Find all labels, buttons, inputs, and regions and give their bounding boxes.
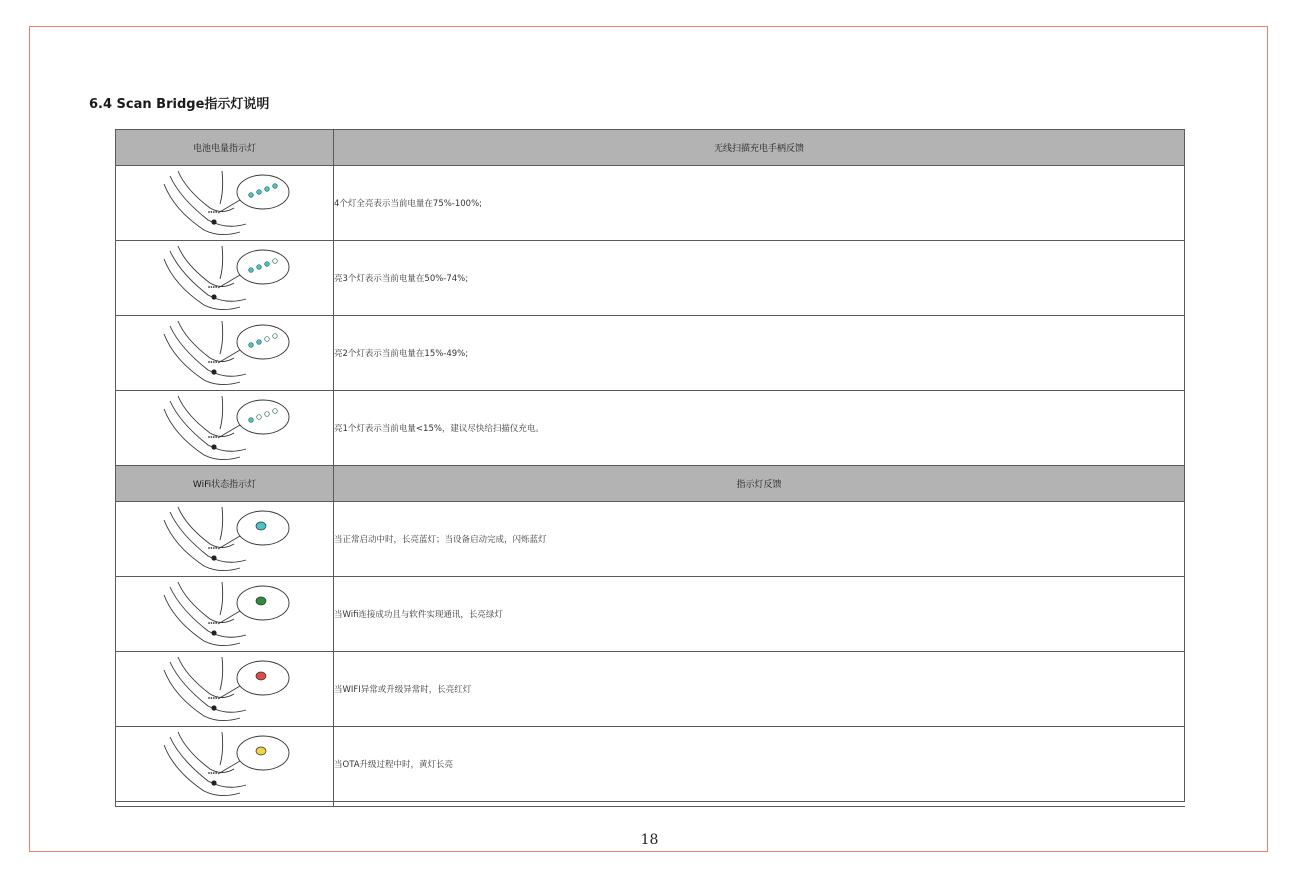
battery-1-led-illustration — [160, 393, 290, 463]
wifi-led — [256, 672, 266, 680]
battery-led-lit — [264, 262, 269, 267]
wifi-row-text: 当正常启动中时，长亮蓝灯；当设备启动完成，闪烁蓝灯 — [334, 502, 1185, 577]
wifi-green-led-illustration — [160, 579, 290, 649]
battery-4-led-illustration — [160, 168, 290, 238]
battery-header-left: 电池电量指示灯 — [116, 130, 334, 166]
battery-led-off — [272, 334, 277, 339]
page-number: 18 — [640, 832, 659, 848]
battery-row-text: 亮1个灯表示当前电量<15%，建议尽快给扫描仪充电。 — [334, 391, 1185, 466]
battery-3-led-illustration — [160, 243, 290, 313]
wifi-led — [256, 597, 266, 605]
battery-led-lit — [256, 190, 261, 195]
wifi-row-text: 当OTA升级过程中时，黄灯长亮 — [334, 727, 1185, 802]
indicator-table — [115, 129, 1185, 807]
wifi-red-led-illustration — [160, 654, 290, 724]
wifi-yellow-led-illustration — [160, 729, 290, 799]
battery-row — [116, 241, 1185, 316]
battery-led-lit — [248, 193, 253, 198]
battery-led-lit — [272, 184, 277, 189]
battery-led-off — [272, 409, 277, 414]
battery-led-off — [264, 337, 269, 342]
battery-led-lit — [256, 265, 261, 270]
battery-row — [116, 166, 1185, 241]
battery-header-row — [116, 130, 1185, 166]
section-title: 6.4 Scan Bridge指示灯说明 — [89, 97, 270, 112]
battery-row — [116, 391, 1185, 466]
battery-led-lit — [248, 418, 253, 423]
battery-led-lit — [264, 187, 269, 192]
battery-led-lit — [248, 343, 253, 348]
wifi-led — [256, 522, 266, 530]
table-stub-row — [116, 802, 1185, 807]
battery-row — [116, 316, 1185, 391]
battery-header-right: 无线扫描充电手柄反馈 — [334, 130, 1185, 166]
wifi-header-left: WiFi状态指示灯 — [116, 466, 334, 502]
wifi-blue-led-illustration — [160, 504, 290, 574]
battery-row-text: 亮3个灯表示当前电量在50%-74%; — [334, 241, 1185, 316]
battery-led-lit — [256, 340, 261, 345]
wifi-row — [116, 502, 1185, 577]
wifi-row-text: 当WIFI异常或升级异常时，长亮红灯 — [334, 652, 1185, 727]
battery-led-lit — [248, 268, 253, 273]
battery-led-off — [272, 259, 277, 264]
wifi-row-text: 当Wifi连接成功且与软件实现通讯，长亮绿灯 — [334, 577, 1185, 652]
wifi-header-row — [116, 466, 1185, 502]
battery-2-led-illustration — [160, 318, 290, 388]
wifi-row — [116, 577, 1185, 652]
wifi-led — [256, 747, 266, 755]
battery-led-off — [264, 412, 269, 417]
battery-row-text: 亮2个灯表示当前电量在15%-49%; — [334, 316, 1185, 391]
wifi-row — [116, 727, 1185, 802]
wifi-header-right: 指示灯反馈 — [334, 466, 1185, 502]
battery-led-off — [256, 415, 261, 420]
wifi-row — [116, 652, 1185, 727]
battery-row-text: 4个灯全亮表示当前电量在75%-100%; — [334, 166, 1185, 241]
